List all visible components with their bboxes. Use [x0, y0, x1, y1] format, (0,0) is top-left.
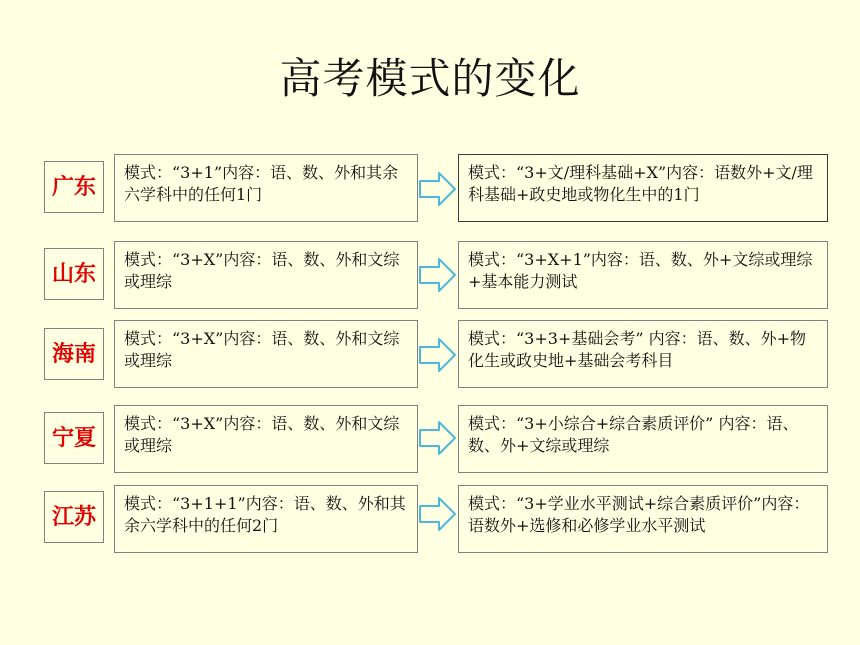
new-mode-box-shandong: 模式：“3+X+1”内容：语、数、外+文综或理综+基本能力测试: [458, 241, 828, 309]
new-mode-box-jiangsu: 模式：“3+学业水平测试+综合素质评价”内容：语数外+选修和必修学业水平测试: [458, 485, 828, 553]
old-mode-box-ningxia: 模式：“3+X”内容：语、数、外和文综或理综: [114, 405, 418, 473]
right-arrow-icon: [418, 419, 458, 457]
region-label-guangdong: 广东: [44, 161, 104, 213]
new-mode-box-hainan: 模式：“3+3+基础会考” 内容：语、数、外+物化生或政史地+基础会考科目: [458, 320, 828, 388]
old-mode-box-hainan: 模式：“3+X”内容：语、数、外和文综或理综: [114, 320, 418, 388]
old-mode-box-guangdong: 模式：“3+1”内容：语、数、外和其余六学科中的任何1门: [114, 154, 418, 222]
right-arrow-icon: [418, 336, 458, 374]
right-arrow-icon: [418, 170, 458, 208]
page-title: 高考模式的变化: [279, 54, 581, 103]
old-mode-box-shandong: 模式：“3+X”内容：语、数、外和文综或理综: [114, 241, 418, 309]
right-arrow-icon: [418, 495, 458, 533]
new-mode-box-ningxia: 模式：“3+小综合+综合素质评价” 内容：语、数、外+文综或理综: [458, 405, 828, 473]
region-label-ningxia: 宁夏: [44, 412, 104, 464]
region-label-jiangsu: 江苏: [44, 491, 104, 543]
new-mode-box-guangdong: 模式：“3+文/理科基础+X”内容：语数外+文/理科基础+政史地或物化生中的1门: [458, 154, 828, 222]
region-label-hainan: 海南: [44, 328, 104, 380]
old-mode-box-jiangsu: 模式：“3+1+1”内容：语、数、外和其余六学科中的任何2门: [114, 485, 418, 553]
region-label-shandong: 山东: [44, 248, 104, 300]
right-arrow-icon: [418, 256, 458, 294]
